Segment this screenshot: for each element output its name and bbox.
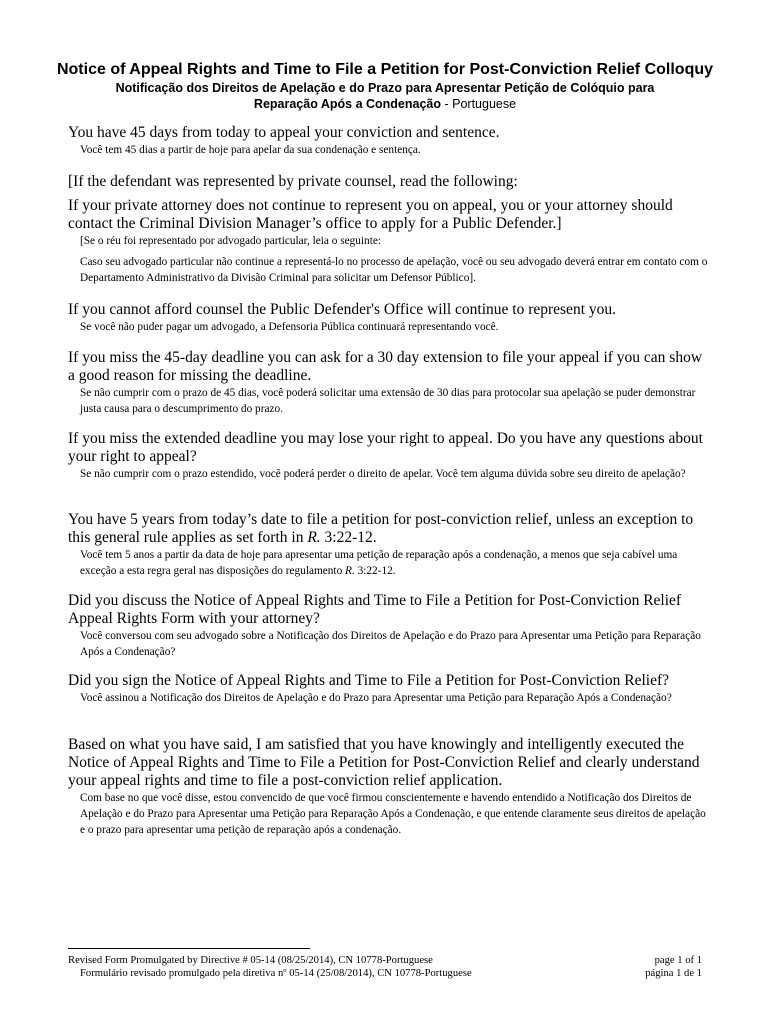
page-subtitle	[95, 80, 675, 112]
section-text-en: If your private attorney does not continue to represent you on appeal, you or your attorney should contact the Criminal Division Manager’s office to apply for a Public Defender.]	[68, 197, 673, 232]
footer-line-pt: Formulário revisado promulgado pela diretiva nº 05-14 (25/08/2014), CN 10778-Portuguese	[80, 968, 472, 979]
page-number-en: page 1 of 1	[654, 955, 702, 966]
section-sign-form	[68, 672, 708, 706]
page-number-pt: página 1 de 1	[645, 968, 702, 979]
section-private-counsel	[68, 173, 708, 286]
section-post-conviction	[68, 511, 708, 579]
section-text-pt: Se você não puder pagar um advogado, a Defensoria Pública continuará representando você.	[80, 321, 499, 333]
section-extension	[68, 349, 708, 417]
footer-page-number	[582, 954, 702, 980]
rule-number-en: 3:22-12.	[320, 529, 377, 546]
page-title: Notice of Appeal Rights and Time to File a Petition for Post-Conviction Relief Colloquy	[56, 61, 714, 78]
section-text-pt: Se não cumprir com o prazo estendido, você poderá perder o direito de apelar. Você tem alguma dúvida sobre seu direito de apelação?	[80, 468, 686, 480]
section-text-pt: Você assinou a Notificação dos Direitos de Apelação e do Prazo para Apresentar uma Petição para Reparação Após a Condenação?	[80, 692, 672, 704]
section-court-finding	[68, 736, 708, 838]
section-text-pt: Você tem 45 dias a partir de hoje para apelar da sua condenação e sentença.	[80, 144, 421, 156]
section-text-pt	[68, 547, 708, 579]
rule-abbrev-en: R.	[307, 529, 321, 546]
subtitle-portuguese-title-2: Reparação Após a Condenação	[253, 97, 442, 111]
footer-line-en: Revised Form Promulgated by Directive # 05-14 (08/25/2014), CN 10778-Portuguese	[68, 955, 433, 966]
section-text-pt: Se não cumprir com o prazo de 45 dias, você poderá solicitar uma extensão de 30 dias para protocolar sua apelação se puder demonstrar justa causa para o descumprimento do prazo.	[80, 387, 696, 415]
section-text-pt: Você conversou com seu advogado sobre a Notificação dos Direitos de Apelação e do Prazo para Apresentar uma Petição para Reparação Após a Condenação?	[80, 630, 701, 658]
rule-number-pt: 3:22-12.	[354, 565, 396, 577]
subtitle-language: - Portuguese	[441, 97, 517, 111]
section-text-pt: Com base no que você disse, estou convencido de que você firmou conscientemente e havendo entendido a Notificação dos Direitos de Apelação e do Prazo para Apresentar uma Petição para Reparação Após a Condenação, e que entende claramente seus direitos de apelação e o prazo para apresentar uma petição de reparação após a condenação.	[80, 792, 706, 836]
rule-text-en: You have 5 years from today’s date to file a petition for post-conviction relief, unless an exception to this general rule applies as set forth in	[68, 511, 694, 546]
section-instruction-pt: [Se o réu foi representado por advogado particular, leia o seguinte:	[80, 235, 382, 247]
section-text-pt: Caso seu advogado particular não continue a representá-lo no processo de apelação, você ou seu advogado deverá entrar em contato com o Departamento Administrativo da Divisão Criminal para solicitar um Defensor Público].	[80, 256, 708, 284]
section-public-defender	[68, 301, 708, 335]
section-discuss-form	[68, 592, 708, 660]
footer-divider	[68, 948, 310, 949]
section-text-en: If you miss the 45-day deadline you can ask for a 30 day extension to file your appeal if you can show a good reason for missing the deadline.	[68, 349, 703, 384]
section-text-en: If you miss the extended deadline you may lose your right to appeal. Do you have any questions about your right to appeal?	[68, 430, 703, 465]
section-text-en: Did you sign the Notice of Appeal Rights and Time to File a Petition for Post-Conviction Relief?	[68, 672, 670, 689]
section-appeal-deadline	[68, 124, 708, 158]
section-text-en: Based on what you have said, I am satisfied that you have knowingly and intelligently executed the Notice of Appeal Rights and Time to File a Petition for Post-Conviction Relief and clearly understand your appeal rights and time to file a post-conviction relief application.	[68, 736, 700, 789]
section-text-en	[68, 511, 708, 547]
footer-form-info	[68, 954, 588, 980]
section-text-en: Did you discuss the Notice of Appeal Rights and Time to File a Petition for Post-Conviction Relief Appeal Rights Form with your attorney?	[68, 592, 682, 627]
section-text-en: You have 45 days from today to appeal your conviction and sentence.	[68, 124, 500, 141]
rule-text-pt: Você tem 5 anos a partir da data de hoje para apresentar uma petição de reparação após a condenação, a menos que seja cabível uma exceção a esta regra geral nas disposições do regulamento	[80, 549, 678, 577]
rule-abbrev-pt: R.	[345, 565, 355, 577]
section-lose-right	[68, 430, 708, 482]
section-text-en: If you cannot afford counsel the Public Defender's Office will continue to represent you.	[68, 301, 616, 318]
subtitle-portuguese-title-1: Notificação dos Direitos de Apelação e do Prazo para Apresentar Petição de Colóquio para	[115, 81, 655, 95]
section-instruction-en: [If the defendant was represented by private counsel, read the following:	[68, 173, 518, 190]
